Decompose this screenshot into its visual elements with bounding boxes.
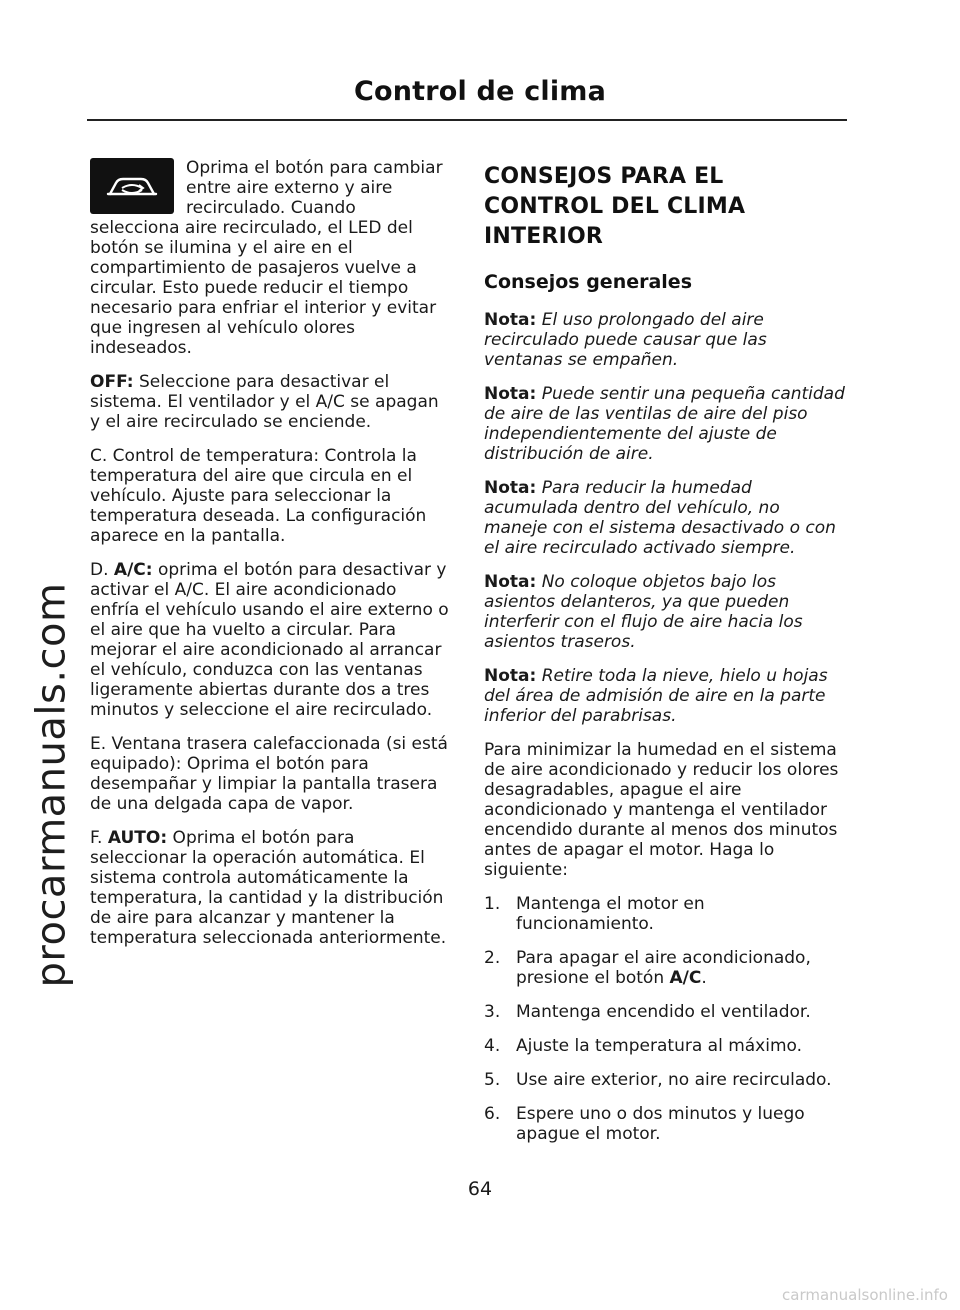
note-text: Puede sentir una pequeña cantidad de aire de las ventilas de aire del piso independientemente del ajuste de distribución de aire. (484, 384, 845, 464)
off-paragraph (90, 372, 450, 432)
off-label: OFF: (90, 372, 134, 392)
step-number: 5. (484, 1070, 501, 1090)
list-item (484, 1104, 846, 1144)
page-number: 64 (467, 1178, 493, 1200)
temperature-paragraph: C. Control de temperatura: Controla la temperatura del aire que circula en el vehículo. Ajuste para seleccionar la temperatura deseada. La configuración aparece en la pantalla. (90, 446, 427, 546)
step-text: Use aire exterior, no aire recirculado. (516, 1070, 832, 1090)
note-text: Para reducir la humedad acumulada dentro del vehículo, no maneje con el sistema desactivado o con el aire recirculado activado siempre. (484, 478, 836, 558)
note-label: Nota: (484, 478, 537, 498)
recirculation-text: Oprima el botón para cambiar entre aire externo y aire recirculado. Cuando selecciona aire recirculado, el LED del botón se ilumina y el aire en el compartimiento de pasajeros vuelve a circular. Esto puede reducir el tiempo necesario para enfriar el interior y evitar que ingresen al vehículo olores indeseados. (90, 158, 443, 358)
step-number: 4. (484, 1036, 501, 1056)
note-3 (484, 478, 846, 558)
rear-window-paragraph: E. Ventana trasera calefaccionada (si está equipado): Oprima el botón para desempañar y limpiar la pantalla trasera de una delgada capa de vapor. (90, 734, 448, 814)
step-bold: A/C (669, 968, 702, 988)
step-text: Ajuste la temperatura al máximo. (516, 1036, 803, 1056)
right-column (484, 158, 846, 1158)
side-watermark-text: procarmanuals.com (28, 582, 74, 988)
ac-text: oprima el botón para desactivar y activar el A/C. El aire acondicionado enfría el vehículo usando el aire externo o el aire que ha vuelto a circular. Para mejorar el aire acondicionado al arrancar el vehículo, conduzca con las ventanas ligeramente abiertas durante dos a tres minutos y seleccione el aire recirculado. (90, 560, 449, 720)
recirculation-icon (90, 158, 174, 214)
note-label: Nota: (484, 310, 537, 330)
step-text: Espere uno o dos minutos y luego apague el motor. (516, 1104, 805, 1144)
bottom-watermark: carmanualsonline.info (782, 1286, 948, 1304)
step-number: 3. (484, 1002, 501, 1022)
step-number: 1. (484, 894, 501, 914)
ac-paragraph (90, 560, 450, 720)
section-heading: CONSEJOS PARA EL CONTROL DEL CLIMA INTERIOR (484, 164, 746, 249)
left-column (90, 158, 450, 962)
note-label: Nota: (484, 572, 537, 592)
auto-label: AUTO: (107, 828, 168, 848)
note-text: El uso prolongado del aire recirculado puede causar que las ventanas se empañen. (484, 310, 767, 370)
auto-paragraph (90, 828, 450, 948)
note-text: Retire toda la nieve, hielo u hojas del área de admisión de aire en la parte inferior del parabrisas. (484, 666, 828, 726)
auto-text: Oprima el botón para seleccionar la operación automática. El sistema controla automáticamente la temperatura, la cantidad y la distribución de aire para alcanzar y mantener la temperatura seleccionada anteriormente. (90, 828, 447, 948)
note-2 (484, 384, 846, 464)
list-item (484, 948, 846, 988)
step-text: Para apagar el aire acondicionado, presione el botón (516, 948, 811, 988)
ac-prefix: D. (90, 560, 114, 580)
note-label: Nota: (484, 666, 537, 686)
list-item (484, 1002, 846, 1022)
auto-prefix: F. (90, 828, 108, 848)
steps-list (484, 894, 846, 1144)
note-4 (484, 572, 846, 652)
side-watermark (26, 495, 76, 1075)
note-5 (484, 666, 846, 726)
note-text: No coloque objetos bajo los asientos delanteros, ya que pueden interferir con el flujo de aire hacia los asientos traseros. (484, 572, 803, 652)
step-number: 2. (484, 948, 501, 968)
off-text: Seleccione para desactivar el sistema. El ventilador y el A/C se apagan y el aire recirculado se enciende. (90, 372, 439, 432)
humidity-paragraph: Para minimizar la humedad en el sistema de aire acondicionado y reducir los olores desagradables, apague el aire acondicionado y mantenga el ventilador encendido durante al menos dos minutos antes de apagar el motor. Haga lo siguiente: (484, 740, 839, 880)
list-item (484, 894, 846, 934)
list-item (484, 1070, 846, 1090)
step-number: 6. (484, 1104, 501, 1124)
header-divider (87, 119, 847, 121)
step-text: Mantenga el motor en funcionamiento. (516, 894, 705, 934)
sub-heading: Consejos generales (484, 271, 693, 293)
note-1 (484, 310, 846, 370)
page-title: Control de clima (353, 76, 607, 107)
step-text: Mantenga encendido el ventilador. (516, 1002, 811, 1022)
list-item (484, 1036, 846, 1056)
step-after: . (701, 968, 707, 988)
ac-label: A/C: (113, 560, 153, 580)
recirculation-paragraph (90, 158, 450, 358)
note-label: Nota: (484, 384, 537, 404)
